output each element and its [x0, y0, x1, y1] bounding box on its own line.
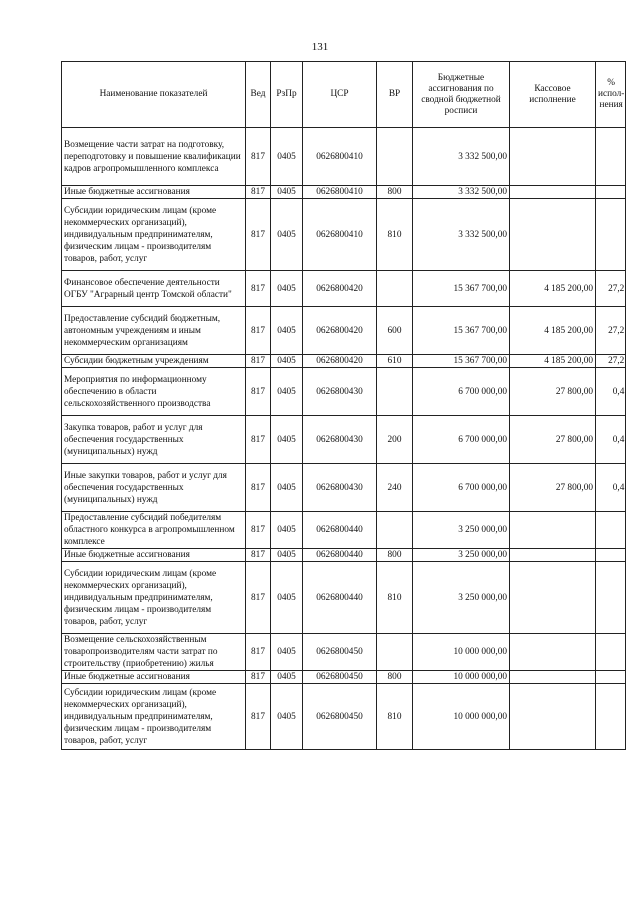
cell-csr: 0626800420: [303, 307, 377, 355]
cell-pct: 27,2: [596, 355, 626, 368]
cell-rzpr: 0405: [271, 416, 303, 464]
cell-plan: 10 000 000,00: [413, 684, 510, 750]
cell-vr: [377, 634, 413, 671]
cell-plan: 3 250 000,00: [413, 549, 510, 562]
cell-fact: [510, 671, 596, 684]
cell-ved: 817: [246, 128, 271, 186]
cell-pct: 0,4: [596, 368, 626, 416]
cell-pct: 27,2: [596, 307, 626, 355]
table-row: [62, 128, 626, 186]
cell-vr: 200: [377, 416, 413, 464]
cell-vr: 800: [377, 186, 413, 199]
cell-pct: [596, 671, 626, 684]
cell-plan: 6 700 000,00: [413, 416, 510, 464]
cell-plan: 10 000 000,00: [413, 634, 510, 671]
table-row: [62, 416, 626, 464]
cell-pct: [596, 128, 626, 186]
cell-plan: 15 367 700,00: [413, 307, 510, 355]
cell-pct: [596, 562, 626, 634]
cell-name: Предоставление субсидий победителям областного конкурса в агропромышленном комплексе: [62, 512, 246, 549]
table-row: [62, 199, 626, 271]
cell-csr: 0626800430: [303, 416, 377, 464]
cell-rzpr: 0405: [271, 512, 303, 549]
cell-vr: 810: [377, 199, 413, 271]
cell-fact: [510, 186, 596, 199]
cell-plan: 15 367 700,00: [413, 271, 510, 307]
table-row: [62, 634, 626, 671]
table-row: [62, 671, 626, 684]
cell-plan: 3 250 000,00: [413, 562, 510, 634]
cell-name: Предоставление субсидий бюджетным, автономным учреждениям и иным некоммерческим организациям: [62, 307, 246, 355]
cell-ved: 817: [246, 512, 271, 549]
cell-name: Иные бюджетные ассигнования: [62, 671, 246, 684]
table-row: [62, 186, 626, 199]
cell-pct: 0,4: [596, 464, 626, 512]
cell-plan: 6 700 000,00: [413, 368, 510, 416]
cell-csr: 0626800410: [303, 186, 377, 199]
cell-rzpr: 0405: [271, 562, 303, 634]
cell-fact: 27 800,00: [510, 464, 596, 512]
table-row: [62, 684, 626, 750]
budget-table: [61, 61, 626, 750]
cell-rzpr: 0405: [271, 634, 303, 671]
cell-csr: 0626800430: [303, 368, 377, 416]
cell-vr: [377, 128, 413, 186]
cell-rzpr: 0405: [271, 271, 303, 307]
cell-fact: 4 185 200,00: [510, 307, 596, 355]
cell-ved: 817: [246, 671, 271, 684]
cell-rzpr: 0405: [271, 307, 303, 355]
cell-csr: 0626800430: [303, 464, 377, 512]
cell-fact: [510, 684, 596, 750]
page-number: 131: [311, 41, 329, 53]
cell-pct: [596, 634, 626, 671]
header-name: Наименование показателей: [62, 62, 246, 128]
cell-pct: [596, 684, 626, 750]
cell-rzpr: 0405: [271, 671, 303, 684]
cell-plan: 10 000 000,00: [413, 671, 510, 684]
cell-vr: [377, 271, 413, 307]
cell-fact: [510, 549, 596, 562]
cell-csr: 0626800450: [303, 671, 377, 684]
cell-rzpr: 0405: [271, 128, 303, 186]
table-header-row: [62, 62, 626, 128]
cell-ved: 817: [246, 464, 271, 512]
cell-vr: 810: [377, 562, 413, 634]
cell-fact: 27 800,00: [510, 368, 596, 416]
header-fact: Кассовое исполнение: [510, 62, 596, 128]
cell-vr: 600: [377, 307, 413, 355]
cell-ved: 817: [246, 634, 271, 671]
cell-ved: 817: [246, 368, 271, 416]
cell-vr: 800: [377, 671, 413, 684]
cell-name: Возмещение сельскохозяйственным товаропроизводителям части затрат по строительству (приобретению) жилья: [62, 634, 246, 671]
cell-csr: 0626800410: [303, 199, 377, 271]
table-row: [62, 307, 626, 355]
cell-plan: 3 332 500,00: [413, 199, 510, 271]
header-ved: Вед: [246, 62, 271, 128]
cell-name: Иные бюджетные ассигнования: [62, 186, 246, 199]
header-pct: % испол-нения: [596, 62, 626, 128]
cell-csr: 0626800450: [303, 634, 377, 671]
cell-name: Финансовое обеспечение деятельности ОГБУ "Аграрный центр Томской области": [62, 271, 246, 307]
table-row: [62, 355, 626, 368]
cell-plan: 3 332 500,00: [413, 186, 510, 199]
cell-pct: [596, 199, 626, 271]
table-row: [62, 512, 626, 549]
cell-csr: 0626800420: [303, 271, 377, 307]
cell-csr: 0626800450: [303, 684, 377, 750]
cell-pct: [596, 549, 626, 562]
cell-rzpr: 0405: [271, 355, 303, 368]
cell-rzpr: 0405: [271, 684, 303, 750]
table-row: [62, 562, 626, 634]
cell-vr: 800: [377, 549, 413, 562]
cell-fact: 4 185 200,00: [510, 271, 596, 307]
cell-ved: 817: [246, 199, 271, 271]
cell-rzpr: 0405: [271, 186, 303, 199]
cell-fact: [510, 562, 596, 634]
cell-pct: 27,2: [596, 271, 626, 307]
cell-rzpr: 0405: [271, 368, 303, 416]
cell-plan: 15 367 700,00: [413, 355, 510, 368]
table-row: [62, 271, 626, 307]
cell-ved: 817: [246, 562, 271, 634]
cell-vr: [377, 512, 413, 549]
header-plan: Бюджетные ассигнования по сводной бюджетной росписи: [413, 62, 510, 128]
header-vr: ВР: [377, 62, 413, 128]
cell-csr: 0626800440: [303, 512, 377, 549]
cell-plan: 6 700 000,00: [413, 464, 510, 512]
header-rzpr: РзПр: [271, 62, 303, 128]
table-row: [62, 368, 626, 416]
cell-plan: 3 250 000,00: [413, 512, 510, 549]
cell-ved: 817: [246, 684, 271, 750]
cell-ved: 817: [246, 355, 271, 368]
cell-name: Субсидии юридическим лицам (кроме некоммерческих организаций), индивидуальным предпринимателям, физическим лицам - производителям товаров, работ, услуг: [62, 684, 246, 750]
header-csr: ЦСР: [303, 62, 377, 128]
cell-rzpr: 0405: [271, 464, 303, 512]
cell-vr: 240: [377, 464, 413, 512]
cell-name: Иные бюджетные ассигнования: [62, 549, 246, 562]
cell-pct: 0,4: [596, 416, 626, 464]
cell-fact: 4 185 200,00: [510, 355, 596, 368]
cell-vr: [377, 368, 413, 416]
cell-ved: 817: [246, 416, 271, 464]
cell-ved: 817: [246, 186, 271, 199]
cell-vr: 610: [377, 355, 413, 368]
table-row: [62, 464, 626, 512]
cell-ved: 817: [246, 271, 271, 307]
cell-fact: 27 800,00: [510, 416, 596, 464]
cell-rzpr: 0405: [271, 199, 303, 271]
cell-name: Субсидии юридическим лицам (кроме некоммерческих организаций), индивидуальным предпринимателям, физическим лицам - производителям товаров, работ, услуг: [62, 199, 246, 271]
table-row: [62, 549, 626, 562]
cell-name: Субсидии юридическим лицам (кроме некоммерческих организаций), индивидуальным предпринимателям, физическим лицам - производителям товаров, работ, услуг: [62, 562, 246, 634]
cell-ved: 817: [246, 549, 271, 562]
cell-pct: [596, 512, 626, 549]
cell-rzpr: 0405: [271, 549, 303, 562]
cell-csr: 0626800440: [303, 549, 377, 562]
cell-name: Иные закупки товаров, работ и услуг для обеспечения государственных (муниципальных) нужд: [62, 464, 246, 512]
cell-fact: [510, 128, 596, 186]
cell-fact: [510, 512, 596, 549]
cell-vr: 810: [377, 684, 413, 750]
cell-csr: 0626800440: [303, 562, 377, 634]
cell-fact: [510, 634, 596, 671]
cell-name: Мероприятия по информационному обеспечению в области сельскохозяйственного производства: [62, 368, 246, 416]
cell-csr: 0626800420: [303, 355, 377, 368]
cell-pct: [596, 186, 626, 199]
cell-csr: 0626800410: [303, 128, 377, 186]
cell-name: Закупка товаров, работ и услуг для обеспечения государственных (муниципальных) нужд: [62, 416, 246, 464]
cell-name: Возмещение части затрат на подготовку, переподготовку и повышение квалификации кадров агропромышленного комплекса: [62, 128, 246, 186]
cell-plan: 3 332 500,00: [413, 128, 510, 186]
cell-fact: [510, 199, 596, 271]
cell-ved: 817: [246, 307, 271, 355]
cell-name: Субсидии бюджетным учреждениям: [62, 355, 246, 368]
